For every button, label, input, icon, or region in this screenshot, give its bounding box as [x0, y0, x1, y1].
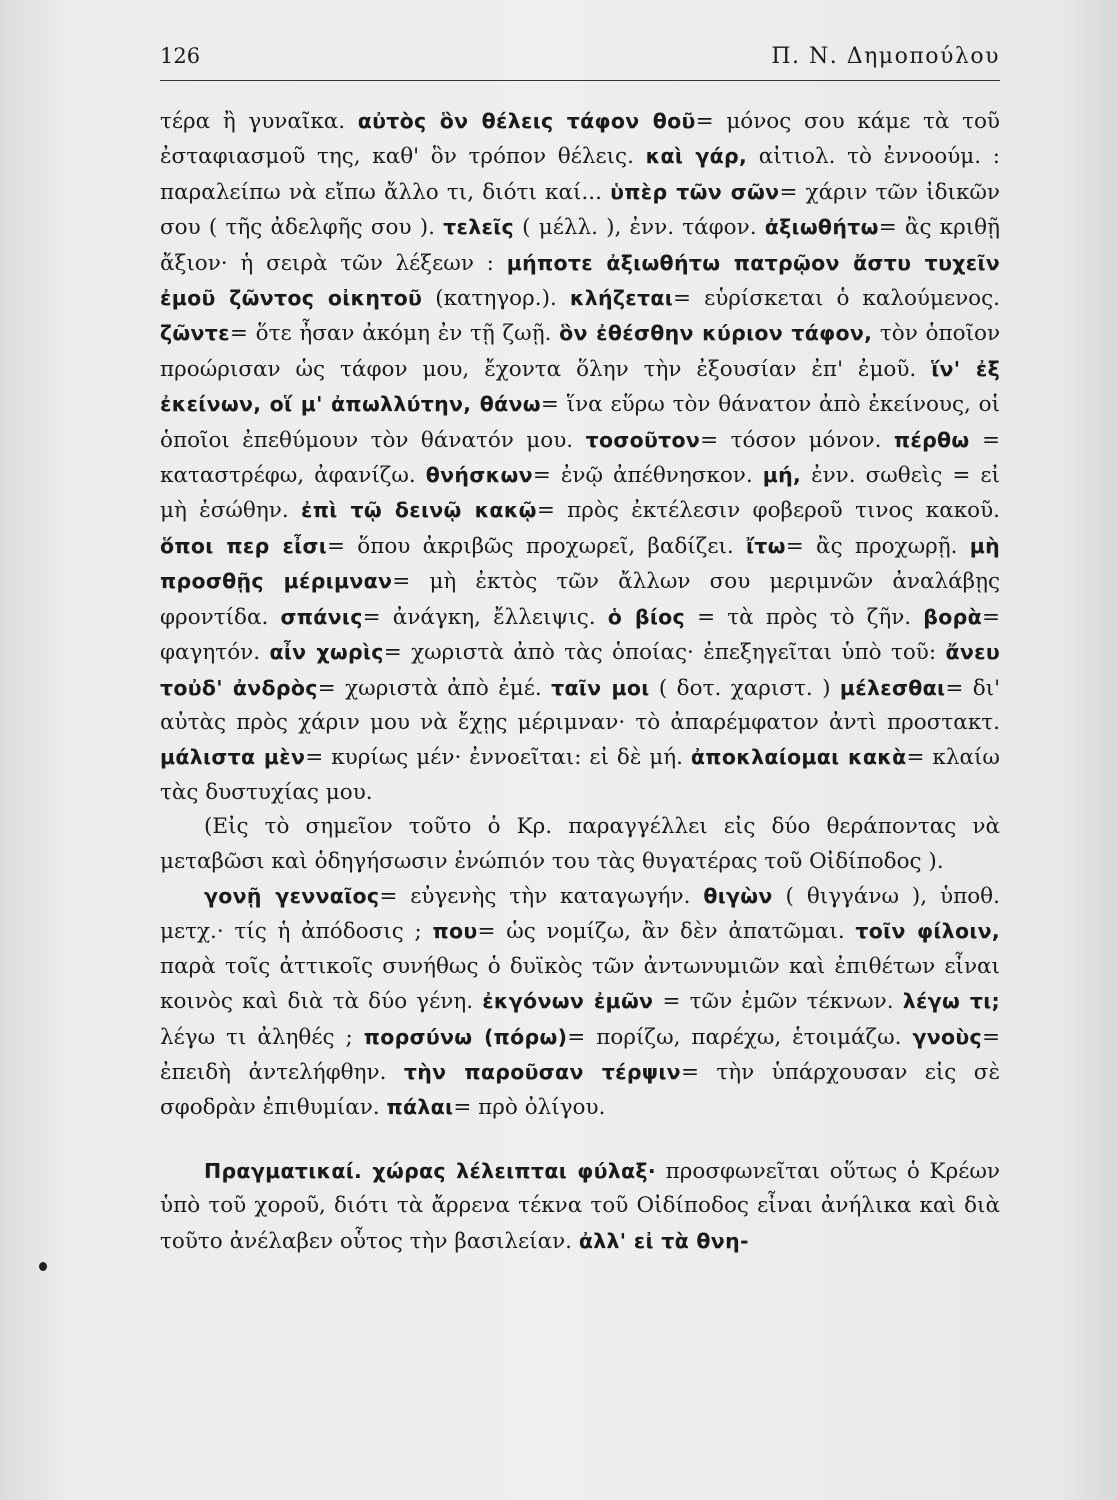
lemma: ὁ βίος [607, 604, 685, 629]
body-text [160, 104, 1000, 1259]
lemma: μάλιστα μὲν [160, 745, 306, 770]
lemma: αὐτὸς ὃν θέλεις τάφον θοῦ [357, 109, 696, 133]
lemma: ἵν' ἐξ ἐκείνων, οἵ μ' ἀπωλλύτην, θάνω [160, 356, 1001, 417]
page-number: 126 [160, 44, 201, 68]
lemma: ἀξιωθήτω [764, 215, 879, 240]
lemma: ἀποκλαίομαι κακὰ [690, 745, 907, 770]
paragraph-stage-direction: (Εἰς τὸ σημεῖον τοῦτο ὁ Κρ. παραγγέλλει εἰς δύο θεράποντας νὰ μεταβῶσι καὶ ὁδηγήσωσιν ἐνώπιόν του τὰς θυγατέρας τοῦ Οἰδίποδος ). [160, 814, 1000, 874]
lemma: που [432, 919, 478, 944]
lemma: μέλεσθαι [839, 675, 946, 700]
lemma: γονῇ γενναῖος [204, 883, 380, 908]
lemma: ταῖν μοι [551, 675, 650, 700]
lemma: βορὰ [923, 604, 982, 629]
lemma: κλήζεται [569, 286, 674, 311]
lemma: τοσοῦτον [585, 427, 701, 452]
paragraph-glossary-2: γονῇ γενναῖος= εὐγενὴς τὴν καταγωγήν. θιγὼν ( θιγγάνω ), ὑποθ. μετχ.· τίς ἡ ἀπόδοσις ; που= ὡς νομίζω, ἂν δὲν ἀπατῶμαι. τοῖν φίλοιν, παρὰ τοῖς ἀττικοῖς συνήθως ὁ δυϊκὸς τῶν ἀντωνυμιῶν καὶ ἐπιθέτων εἶναι κοινὸς καὶ διὰ τὰ δύο γένη. ἐκγόνων ἐμῶν = τῶν ἐμῶν τέκνων. λέγω τι; λέγω τι ἀληθές ; πορσύνω (πόρω)= πορίζω, παρέχω, ἑτοιμάζω. γνοὺς= ἐπειδὴ ἀντελήφθην. τὴν παροῦσαν τέρψιν= τὴν ὑπάρχουσαν εἰς σὲ σφοδρὰν ἐπιθυμίαν. πάλαι= πρὸ ὀλίγου. [160, 883, 1001, 1121]
lemma: γνοὺς [912, 1024, 982, 1049]
lemma: λέγω τι; [902, 989, 1000, 1014]
page-header [160, 40, 1000, 81]
lemma: καὶ γάρ, [645, 144, 748, 169]
lemma: ἴτω [746, 533, 786, 558]
paragraph-glossary-1: τέρα ἢ γυναῖκα. αὐτὸς ὃν θέλεις τάφον θοῦ= μόνος σου κάμε τὰ τοῦ ἐσταφιασμοῦ της, καθ' ὃν τρόπον θέλεις. καὶ γάρ, αἰτιολ. τὸ ἐννοούμ. : παραλείπω νὰ εἴπω ἄλλο τι, διότι καί... ὑπὲρ τῶν σῶν= χάριν τῶν ἰδικῶν σου ( τῆς ἀδελφῆς σου ). τελεῖς ( μέλλ. ), ἐνν. τάφον. ἀξιωθήτω= ἂς κριθῇ ἄξιον· ἡ σειρὰ τῶν λέξεων : μήποτε ἀξιωθήτω πατρῷον ἄστυ τυχεῖν ἐμοῦ ζῶντος οἰκητοῦ (κατηγορ.). κλήζεται= εὑρίσκεται ὁ καλούμενος. ζῶντε= ὅτε ἦσαν ἀκόμη ἐν τῇ ζωῇ. ὃν ἐθέσθην κύριον τάφον, τὸν ὁποῖον προώρισαν ὡς τάφον μου, ἔχοντα ὅλην τὴν ἐξουσίαν ἐπ' ἐμοῦ. ἵν' ἐξ ἐκείνων, οἵ μ' ἀπωλλύτην, θάνω= ἵνα εὕρω τὸν θάνατον ἀπὸ ἐκείνους, οἱ ὁποῖοι ἐπεθύμουν τὸν θάνατόν μου. τοσοῦτον= τόσον μόνον. πέρθω = καταστρέφω, ἀφανίζω. θνήσκων= ἐνῷ ἀπέθνησκον. μή, ἐνν. σωθεὶς = εἰ μὴ ἐσώθην. ἐπὶ τῷ δεινῷ κακῷ= πρὸς ἐκτέλεσιν φοβεροῦ τινος κακοῦ. ὅποι περ εἶσι= ὅπου ἀκριβῶς προχωρεῖ, βαδίζει. ἴτω= ἂς προχωρῇ. μὴ προσθῇς μέριμναν= μὴ ἐκτὸς τῶν ἄλλων σου μεριμνῶν ἀναλάβῃς φροντίδα. σπάνις= ἀνάγκη, ἔλλειψις. ὁ βίος = τὰ πρὸς τὸ ζῆν. βορὰ= φαγητόν. αἶν χωρὶς= χωριστὰ ἀπὸ τὰς ὁποίας· ἐπεξηγεῖται ὑπὸ τοῦ: ἄνευ τοὐδ' ἀνδρὸς= χωριστὰ ἀπὸ ἐμέ. ταῖν μοι ( δοτ. χαριστ. ) μέλεσθαι= δι' αὐτὰς πρὸς χάριν μου νὰ ἔχῃς μέριμναν· τὸ ἀπαρέμφατον ἀντὶ προστακτ. μάλιστα μὲν= κυρίως μέν· ἐννοεῖται: εἰ δὲ μή. ἀποκλαίομαι κακὰ= κλαίω τὰς δυστυχίας μου. [160, 109, 1001, 805]
lemma: ἐπὶ τῷ δεινῷ κακῷ [301, 498, 537, 523]
lemma: μήποτε ἀξιωθήτω πατρῷον ἄστυ τυχεῖν ἐμοῦ ζῶντος οἰκητοῦ [160, 250, 1000, 311]
lemma: πέρθω [893, 427, 970, 452]
lemma: αἶν χωρὶς [269, 640, 384, 665]
lemma: μή, [762, 463, 802, 488]
lemma: πάλαι [386, 1095, 454, 1120]
lemma: ὃν ἐθέσθην κύριον τάφον, [559, 321, 873, 346]
lemma: πορσύνω (πόρω) [363, 1024, 568, 1049]
lemma: μὴ προσθῇς μέριμναν [160, 533, 1000, 594]
running-head: Π. Ν. Δημοπούλου [771, 44, 1000, 69]
lemma: θιγὼν [703, 883, 773, 908]
lemma: τὴν παροῦσαν τέρψιν [403, 1059, 681, 1084]
lemma: ἀλλ' εἰ τὰ θνη- [578, 1228, 749, 1253]
lemma: τοῖν φίλοιν, [855, 919, 1000, 944]
lemma: σπάνις [280, 604, 363, 629]
lemma: ἐκγόνων ἐμῶν [482, 989, 654, 1014]
lemma: ἄνευ τοὐδ' ἀνδρὸς [160, 640, 1000, 700]
section-heading: Πραγματικαί. χώρας λέλειπται φύλαξ· [204, 1158, 656, 1183]
lemma: ὑπὲρ τῶν σῶν [610, 179, 780, 204]
lemma: τελεῖς [443, 215, 514, 240]
lemma: ζῶντε [160, 321, 230, 346]
paragraph-pragmatikai: Πραγματικαί. χώρας λέλειπται φύλαξ· προσφωνεῖται οὕτως ὁ Κρέων ὑπὸ τοῦ χοροῦ, διότι τὰ ἄρρενα τέκνα τοῦ Οἰδίποδος εἶναι ἀνήλικα καὶ διὰ τοῦτο ἀνέλαβεν οὗτος τὴν βασιλείαν. ἀλλ' εἰ τὰ θνη- [160, 1158, 1000, 1254]
lemma: ὅποι περ εἶσι [160, 533, 327, 558]
margin-dot [39, 1262, 47, 1271]
lemma: θνήσκων [425, 463, 533, 488]
